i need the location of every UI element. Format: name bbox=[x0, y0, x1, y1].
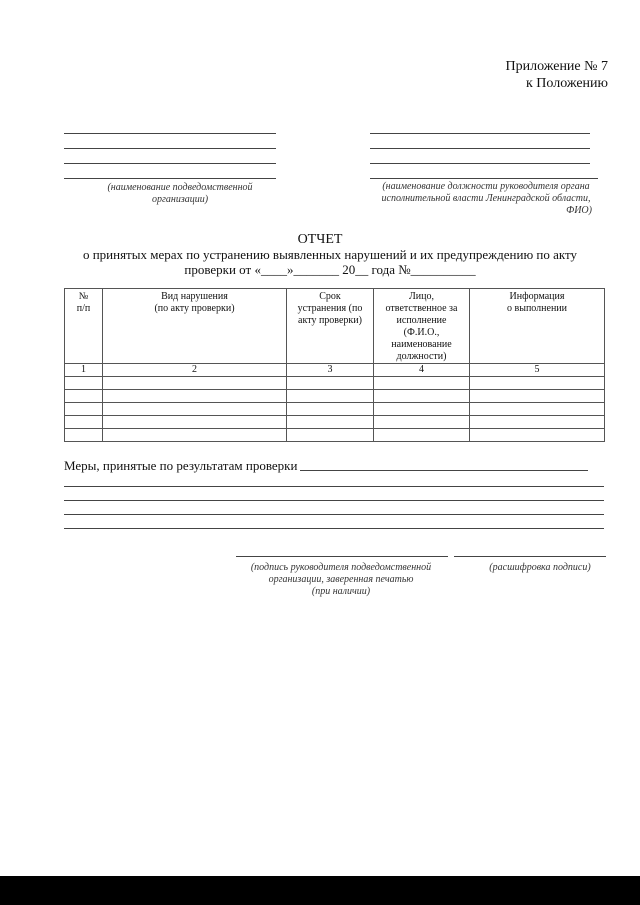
table-cell[interactable] bbox=[103, 390, 287, 403]
header-deadline bbox=[287, 289, 374, 364]
table-cell[interactable] bbox=[287, 377, 374, 390]
header-responsible-person bbox=[374, 289, 470, 364]
header-line: Лицо, bbox=[409, 291, 434, 302]
header-line: акту проверки) bbox=[298, 315, 362, 326]
signature-decode-line bbox=[454, 556, 606, 557]
signature-decode-caption: (расшифровка подписи) bbox=[489, 562, 591, 573]
report-title: ОТЧЕТ bbox=[297, 232, 343, 247]
header-number bbox=[65, 289, 103, 364]
table-cell[interactable] bbox=[374, 429, 470, 442]
table-header-row bbox=[65, 289, 605, 364]
fill-line bbox=[64, 133, 276, 134]
header-line: должности) bbox=[396, 351, 447, 362]
fill-line bbox=[64, 528, 604, 529]
signature-caption bbox=[222, 562, 460, 598]
header-line: (по акту проверки) bbox=[154, 303, 235, 314]
column-number: 1 bbox=[65, 364, 103, 377]
header-line: (Ф.И.О., bbox=[403, 327, 440, 338]
table-cell[interactable] bbox=[65, 377, 103, 390]
table-row bbox=[65, 416, 605, 429]
left-caption-line: (наименование подведомственной bbox=[107, 182, 253, 193]
table-cell[interactable] bbox=[470, 416, 605, 429]
fill-line bbox=[64, 514, 604, 515]
header-line: Срок bbox=[319, 291, 341, 302]
table-cell[interactable] bbox=[287, 429, 374, 442]
report-table bbox=[64, 288, 605, 442]
table-row bbox=[65, 390, 605, 403]
fill-line bbox=[300, 470, 588, 471]
fill-line bbox=[370, 178, 598, 179]
fill-line bbox=[64, 486, 604, 487]
report-subtitle-line: о принятых мерах по устранению выявленных нарушений и их предупреждению по акту bbox=[82, 247, 578, 262]
table-cell[interactable] bbox=[470, 377, 605, 390]
table-cell[interactable] bbox=[65, 390, 103, 403]
fill-line bbox=[370, 148, 590, 149]
column-number: 4 bbox=[374, 364, 470, 377]
header-line: Вид нарушения bbox=[161, 291, 228, 302]
table-row bbox=[65, 429, 605, 442]
table-cell[interactable] bbox=[103, 429, 287, 442]
table-cell[interactable] bbox=[470, 403, 605, 416]
header-line: п/п bbox=[76, 303, 91, 314]
fill-line bbox=[370, 133, 590, 134]
appendix-heading bbox=[408, 58, 608, 92]
left-caption-line: организации) bbox=[151, 194, 209, 205]
header-line: № bbox=[78, 291, 89, 302]
measures-label: Меры, принятые по результатам проверки bbox=[64, 458, 298, 473]
header-line: ответственное за bbox=[385, 303, 458, 314]
header-line: устранения (по bbox=[297, 303, 363, 314]
right-caption-line: исполнительной власти Ленинградской области, bbox=[381, 193, 591, 204]
signature-caption-line: организации, заверенная печатью bbox=[268, 574, 414, 585]
fill-line bbox=[64, 148, 276, 149]
table-cell[interactable] bbox=[287, 416, 374, 429]
table-cell[interactable] bbox=[470, 429, 605, 442]
table-cell[interactable] bbox=[103, 416, 287, 429]
table-row bbox=[65, 403, 605, 416]
appendix-number: Приложение № 7 bbox=[505, 59, 608, 74]
table-cell[interactable] bbox=[65, 416, 103, 429]
column-number: 5 bbox=[470, 364, 605, 377]
signature-caption-line: (подпись руководителя подведомственной bbox=[250, 562, 432, 573]
signature-line bbox=[236, 556, 448, 557]
table-cell[interactable] bbox=[65, 403, 103, 416]
table-cell[interactable] bbox=[374, 403, 470, 416]
fill-line bbox=[370, 163, 590, 164]
table-cell[interactable] bbox=[374, 377, 470, 390]
header-violation-type bbox=[103, 289, 287, 364]
table-cell[interactable] bbox=[470, 390, 605, 403]
fill-line bbox=[64, 178, 276, 179]
header-execution-info bbox=[470, 289, 605, 364]
report-subtitle bbox=[70, 247, 590, 277]
header-line: наименование bbox=[391, 339, 452, 350]
signature-caption-line: (при наличии) bbox=[311, 586, 371, 597]
scan-bottom-edge bbox=[0, 876, 640, 905]
table-row bbox=[65, 377, 605, 390]
right-caption bbox=[362, 181, 610, 217]
column-number-row bbox=[65, 364, 605, 377]
header-line: о выполнении bbox=[507, 303, 567, 314]
table-cell[interactable] bbox=[103, 377, 287, 390]
right-caption-line: ФИО) bbox=[566, 205, 592, 216]
header-line: Информация bbox=[509, 291, 565, 302]
header-line: исполнение bbox=[396, 315, 447, 326]
table-cell[interactable] bbox=[374, 416, 470, 429]
table-cell[interactable] bbox=[287, 390, 374, 403]
appendix-reference: к Положению bbox=[525, 76, 608, 91]
table-cell[interactable] bbox=[287, 403, 374, 416]
right-caption-line: (наименование должности руководителя органа bbox=[382, 181, 590, 192]
table-cell[interactable] bbox=[65, 429, 103, 442]
fill-line bbox=[64, 163, 276, 164]
report-subtitle-line: проверки от «____»_______ 20__ года №__________ bbox=[184, 262, 476, 277]
table-cell[interactable] bbox=[374, 390, 470, 403]
column-number: 2 bbox=[103, 364, 287, 377]
table-cell[interactable] bbox=[103, 403, 287, 416]
left-caption bbox=[80, 182, 280, 206]
fill-line bbox=[64, 500, 604, 501]
column-number: 3 bbox=[287, 364, 374, 377]
